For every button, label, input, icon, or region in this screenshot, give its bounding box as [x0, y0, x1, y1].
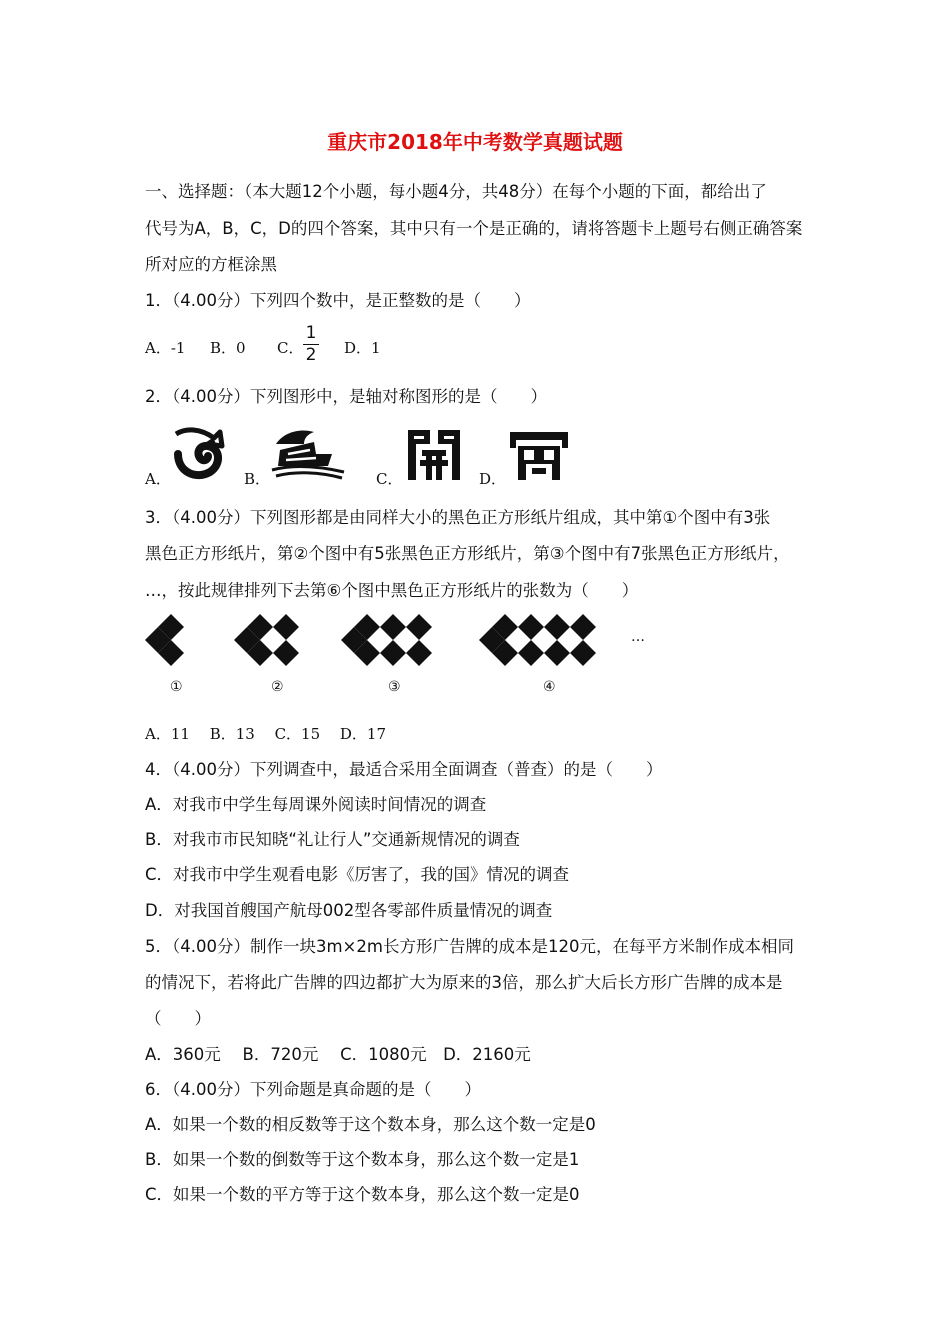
black-square-tile [406, 640, 432, 666]
black-square-tile [544, 640, 570, 666]
q3-line-1: 3．（4.00分）下列图形都是由同样大小的黑色正方形纸片组成，其中第①个图中有3张 [145, 508, 771, 527]
pattern-figure-1 [145, 614, 184, 666]
q1-stem: 1．（4.00分）下列四个数中，是正整数的是（ ） [145, 291, 531, 310]
black-square-tile [406, 614, 432, 640]
q3-pattern-figures [140, 608, 660, 674]
q2-stem: 2．（4.00分）下列图形中，是轴对称图形的是（ ） [145, 387, 547, 406]
pattern-figure-3 [341, 614, 432, 666]
black-square-tile [380, 640, 406, 666]
q5-line-1: 5．（4.00分）制作一块3m×2m长方形广告牌的成本是120元，在每平方米制作成本相同 [145, 937, 794, 956]
q1-option-c: C． [277, 339, 304, 357]
q2-option-b-label: B． [244, 470, 271, 488]
q6-stem: 6．（4.00分）下列命题是真命题的是（ ） [145, 1080, 481, 1099]
black-square-tile [273, 640, 299, 666]
section-header-line-1: 一、选择题：（本大题12个小题，每小题4分，共48分）在每个小题的下面，都给出了 [145, 182, 767, 201]
black-square-tile [544, 614, 570, 640]
figure-label-2: ② [271, 679, 284, 695]
black-square-tile [570, 640, 596, 666]
q3-line-3: …，按此规律排列下去第⑥个图中黑色正方形纸片的张数为（ ） [145, 581, 639, 600]
figure-label-1: ① [170, 679, 183, 695]
q4-option-d: D．对我国首艘国产航母002型各零部件质量情况的调查 [145, 901, 553, 920]
page-title: 重庆市2018年中考数学真题试题 [327, 130, 623, 154]
q6-option-c: C．如果一个数的平方等于这个数本身，那么这个数一定是0 [145, 1185, 580, 1204]
figure-label-3: ③ [388, 679, 401, 695]
q4-option-a: A．对我市中学生每周课外阅读时间情况的调查 [145, 795, 487, 814]
q5-options: A．360元 B．720元 C．1080元 D．2160元 [145, 1045, 531, 1064]
section-header-line-3: 所对应的方框涂黑 [145, 255, 277, 274]
black-square-tile [518, 614, 544, 640]
figure-label-4: ④ [543, 679, 556, 695]
q2-option-d-label: D． [479, 470, 507, 488]
q2-option-c-label: C． [376, 470, 403, 488]
q1-option-a: A．-1 [145, 339, 186, 357]
black-square-tile [380, 614, 406, 640]
swirl-logo-icon [170, 424, 226, 480]
q4-stem: 4．（4.00分）下列调查中，最适合采用全面调查（普查）的是（ ） [145, 760, 663, 779]
q1-option-d: D．1 [344, 339, 381, 357]
black-square-tile [273, 614, 299, 640]
table-glyph-icon [508, 428, 570, 482]
section-header-line-2: 代号为A，B，C，D的四个答案，其中只有一个是正确的，请将答题卡上题号右侧正确答案 [145, 219, 803, 238]
fraction-numerator: 1 [305, 323, 317, 343]
figure-ellipsis: … [631, 629, 645, 645]
q5-line-3: （ ） [145, 1009, 211, 1028]
q6-option-a: A．如果一个数的相反数等于这个数本身，那么这个数一定是0 [145, 1115, 596, 1134]
pattern-figure-4 [479, 614, 596, 666]
q2-option-a-label: A． [145, 470, 171, 488]
q1-option-b: B．0 [210, 339, 246, 357]
gate-glyph-icon [406, 428, 462, 482]
ship-logo-icon [270, 424, 346, 480]
q3-options: A．11 B．13 C．15 D．17 [145, 725, 387, 743]
fraction-denominator: 2 [305, 345, 317, 366]
q5-line-2: 的情况下，若将此广告牌的四边都扩大为原来的3倍，那么扩大后长方形广告牌的成本是 [145, 973, 783, 992]
black-square-tile [518, 640, 544, 666]
pattern-figure-2 [234, 614, 299, 666]
black-square-tile [570, 614, 596, 640]
q1-option-c-fraction [303, 325, 319, 364]
q6-option-b: B．如果一个数的倒数等于这个数本身，那么这个数一定是1 [145, 1150, 580, 1169]
q3-line-2: 黑色正方形纸片，第②个图中有5张黑色正方形纸片，第③个图中有7张黑色正方形纸片， [145, 544, 790, 563]
q4-option-c: C．对我市中学生观看电影《厉害了，我的国》情况的调查 [145, 865, 570, 884]
q4-option-b: B．对我市市民知晓“礼让行人”交通新规情况的调查 [145, 830, 520, 849]
